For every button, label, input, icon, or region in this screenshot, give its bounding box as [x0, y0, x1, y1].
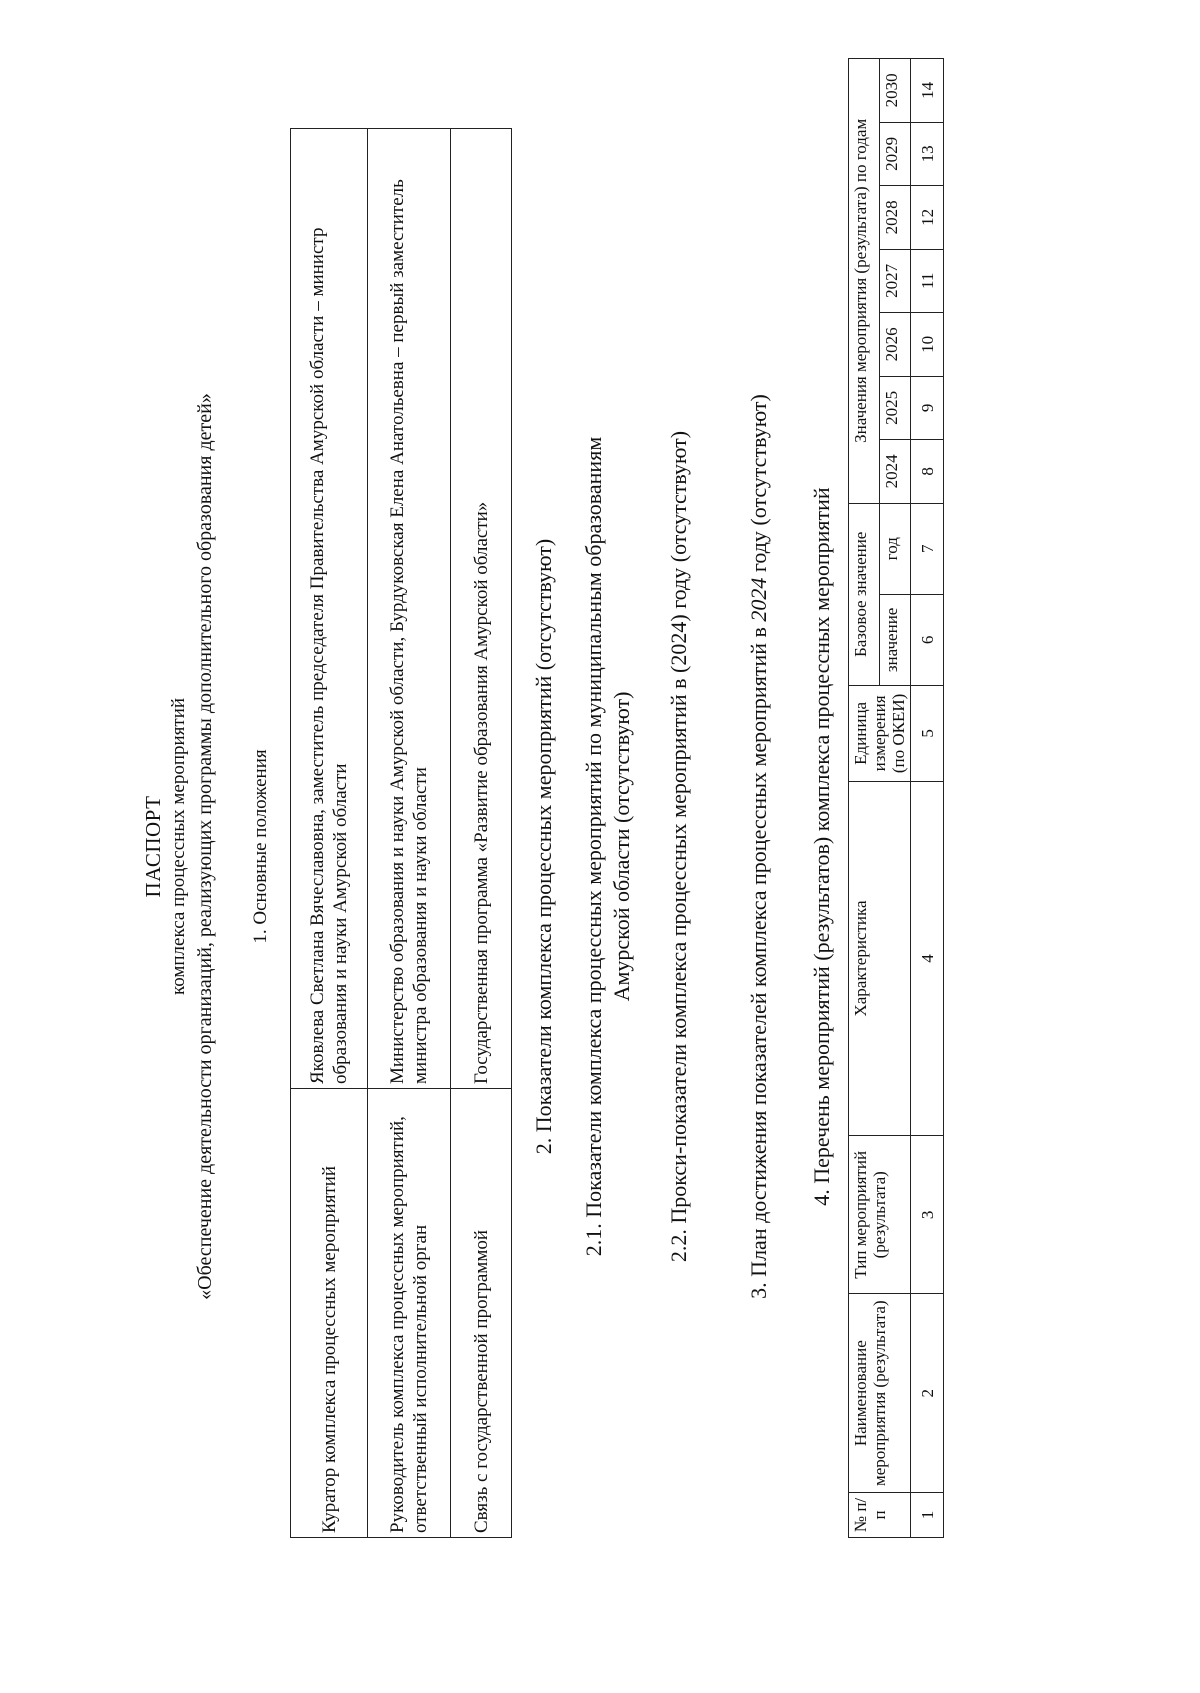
col-header-base: Базовое значение: [849, 503, 880, 685]
col-number-12: 12: [911, 186, 944, 250]
section-3-year: 2024: [746, 577, 771, 622]
col-number-1: 1: [911, 1492, 944, 1537]
table-row: [291, 129, 368, 1538]
passport-program-name: «Обеспечение деятельности организаций, реализующих программы дополнительного образования детей»: [194, 393, 216, 1300]
col-header-characteristic: Характеристика: [849, 781, 911, 1135]
table-row: [451, 129, 512, 1538]
col-header-year-2028: 2028: [880, 186, 911, 250]
row-label-curator: Куратор комплекса процессных мероприятий: [291, 1089, 368, 1538]
col-number-8: 8: [911, 440, 944, 504]
row-value-curator: Яковлева Светлана Вячеславовна, заместитель председателя Правительства Амурской области – министр образования и науки Амурской области: [291, 129, 368, 1089]
col-number-6: 6: [911, 594, 944, 685]
table-row: [368, 129, 451, 1538]
col-number-14: 14: [911, 59, 944, 123]
col-header-year-2027: 2027: [880, 249, 911, 313]
col-header-unit: Единица измерения (по ОКЕИ): [849, 686, 911, 782]
col-number-3: 3: [911, 1136, 944, 1294]
section-3-title: [745, 0, 773, 1693]
section-3-prefix: 3. План достижения показателей комплекса процессных мероприятий в: [746, 621, 771, 1299]
col-header-type: Тип мероприятий (результата): [849, 1136, 911, 1294]
col-number-7: 7: [911, 503, 944, 594]
section-2-1-line-1: 2.1. Показатели комплекса процессных мероприятий по муниципальным образованиям: [581, 436, 606, 1257]
section-3-suffix: году (отсутствуют): [746, 394, 771, 578]
section-2-title: 2. Показатели комплекса процессных мероприятий (отсутствуют): [531, 538, 556, 1155]
col-header-year-2026: 2026: [880, 313, 911, 377]
col-header-year-2025: 2025: [880, 376, 911, 440]
col-number-13: 13: [911, 122, 944, 186]
col-number-11: 11: [911, 249, 944, 313]
col-number-9: 9: [911, 376, 944, 440]
activities-table: [848, 58, 944, 1538]
passport-title-block: [140, 0, 218, 1693]
col-header-values-by-year: Значения мероприятия (результата) по годам: [849, 59, 880, 504]
col-header-year-2030: 2030: [880, 59, 911, 123]
col-header-name: Наименование мероприятия (результата): [849, 1294, 911, 1493]
col-header-year-2024: 2024: [880, 440, 911, 504]
section-1-title: 1. Основные положения: [250, 749, 271, 944]
col-header-year-2029: 2029: [880, 122, 911, 186]
passport-title: ПАСПОРТ: [141, 795, 165, 898]
col-number-4: 4: [911, 781, 944, 1135]
row-value-link: Государственная программа «Развитие образования Амурской области»: [451, 129, 512, 1089]
section-2-2-title: 2.2. Прокси-показатели комплекса процессных мероприятий в (2024) году (отсутствуют): [666, 430, 691, 1263]
row-label-link: Связь с государственной программой: [451, 1089, 512, 1538]
section-2-1-line-2: Амурской области (отсутствуют): [609, 691, 634, 1002]
col-header-base-year: год: [880, 503, 911, 594]
section-2-1-title: [580, 0, 636, 1693]
table-header-row: [849, 59, 880, 1538]
column-number-row: [911, 59, 944, 1538]
col-number-10: 10: [911, 313, 944, 377]
col-number-5: 5: [911, 686, 944, 782]
col-header-base-value: значение: [880, 594, 911, 685]
passport-subtitle: комплекса процессных мероприятий: [168, 697, 189, 996]
basic-provisions-table: [290, 128, 512, 1538]
row-label-head: Руководитель комплекса процессных мероприятий, ответственный исполнительной орган: [368, 1089, 451, 1538]
row-value-head: Министерство образования и науки Амурской области, Бурдуковская Елена Анатольевна – первый заместитель министра образования и науки области: [368, 129, 451, 1089]
col-number-2: 2: [911, 1294, 944, 1493]
col-header-num: № п/п: [849, 1492, 911, 1537]
section-4-title: 4. Перечень мероприятий (результатов) комплекса процессных мероприятий: [809, 487, 834, 1206]
